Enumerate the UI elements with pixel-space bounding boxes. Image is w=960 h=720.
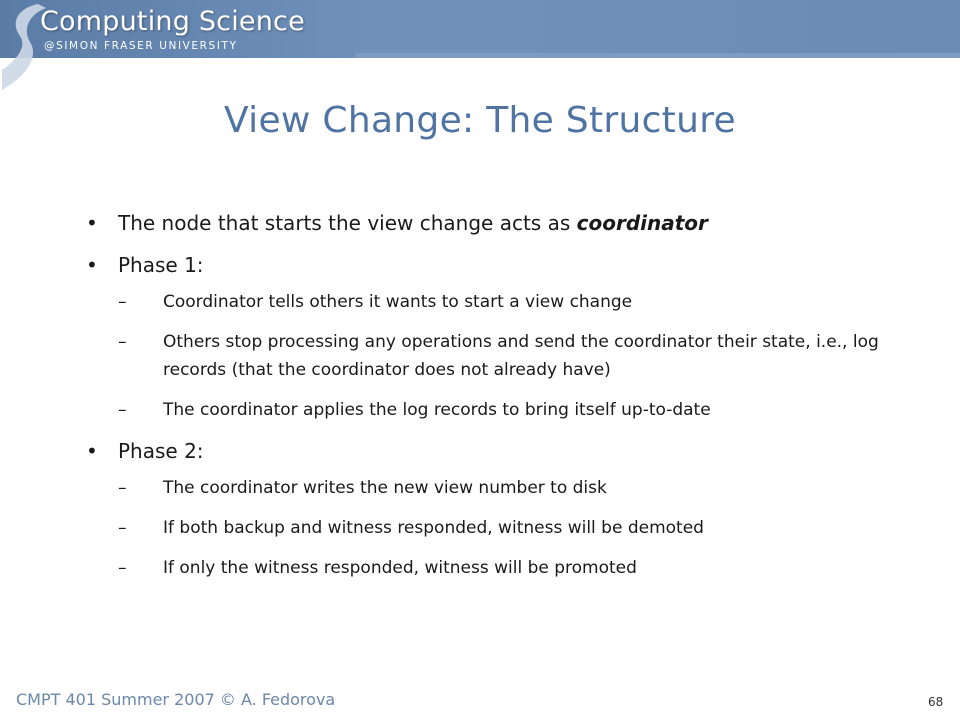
brand-logo-block	[0, 0, 355, 100]
bullet-phase-1	[82, 250, 892, 424]
sub-bullet: – If both backup and witness responded, witness will be demoted	[118, 514, 892, 542]
slide-content	[82, 208, 892, 594]
brand-subtitle: @SIMON FRASER UNIVERSITY	[44, 40, 238, 52]
sub-bullet: – Others stop processing any operations and send the coordinator their state, i.e., log records (that the coordinator does not already have)	[118, 328, 892, 384]
sub-bullet: – Coordinator tells others it wants to start a view change	[118, 288, 892, 316]
sub-bullet-list	[118, 474, 892, 582]
slide-title: View Change: The Structure	[224, 100, 736, 141]
bullet-text: Phase 1:	[118, 253, 204, 277]
sub-bullet-list	[118, 288, 892, 424]
sub-bullet: – The coordinator applies the log records to bring itself up-to-date	[118, 396, 892, 424]
bullet-text: Phase 2:	[118, 439, 204, 463]
page-number: 68	[928, 695, 944, 709]
bullet-list	[82, 208, 892, 582]
bullet-coordinator	[82, 208, 892, 238]
bullet-text: The node that starts the view change acts as	[118, 211, 577, 235]
bullet-phase-2	[82, 436, 892, 582]
footer-course: CMPT 401 Summer 2007 © A. Fedorova	[16, 690, 336, 709]
header-underline	[355, 53, 960, 58]
brand-title: Computing Science	[40, 6, 305, 37]
sub-bullet: – If only the witness responded, witness will be promoted	[118, 554, 892, 582]
bullet-emphasis: coordinator	[576, 211, 708, 235]
sub-bullet: – The coordinator writes the new view number to disk	[118, 474, 892, 502]
